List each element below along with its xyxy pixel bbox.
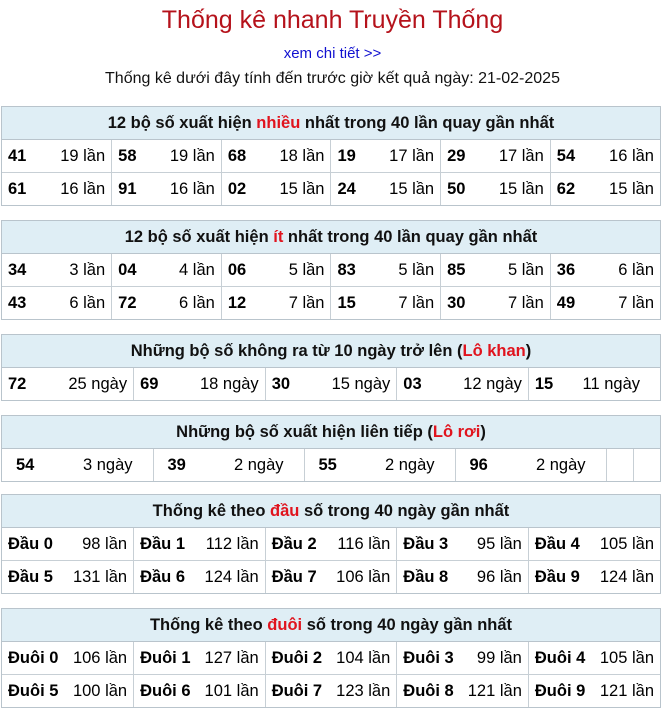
stat-cell: 12 7 lần [221,287,331,320]
stat-cell: 03 12 ngày [397,368,529,400]
stat-cell: 58 19 lần [112,140,222,173]
stat-cell: 61 16 lần [2,173,112,206]
section-title: Những bộ số không ra từ 10 ngày trở lên (Lô khan) [2,335,660,368]
stat-cell: Đuôi 2 104 lần [265,642,397,675]
lo-roi-table [2,449,660,481]
dau-stats-table [2,528,660,593]
duoi-stats-section [1,608,661,708]
stat-cell: 15 11 ngày [528,368,660,400]
stat-cell: Đầu 0 98 lần [2,528,134,561]
stat-cell: Đầu 8 96 lần [397,561,529,594]
stat-cell: Đuôi 9 121 lần [528,675,660,708]
stat-cell: 02 15 lần [221,173,331,206]
stat-cell: 55 2 ngày [304,449,455,481]
stat-cell: 34 3 lần [2,254,112,287]
stat-cell: 72 25 ngày [2,368,134,400]
least-frequent-section [1,220,661,320]
stat-cell: Đầu 3 95 lần [397,528,529,561]
stat-cell: Đầu 9 124 lần [528,561,660,594]
stat-cell: 54 3 ngày [2,449,153,481]
stat-cell: 49 7 lần [550,287,660,320]
section-title: Thống kê theo đầu số trong 40 ngày gần nhất [2,495,660,528]
stat-cell: 62 15 lần [550,173,660,206]
most-frequent-table [2,140,660,205]
stat-cell: Đuôi 8 121 lần [397,675,529,708]
stat-cell: 19 17 lần [331,140,441,173]
page-title: Thống kê nhanh Truyền Thống [161,6,504,34]
empty-cell [606,449,633,481]
empty-cell [633,449,660,481]
stat-cell: 43 6 lần [2,287,112,320]
stat-cell: Đầu 2 116 lần [265,528,397,561]
stat-cell: 30 15 ngày [265,368,397,400]
stat-cell: Đuôi 3 99 lần [397,642,529,675]
stat-cell: 85 5 lần [441,254,551,287]
stat-cell: Đầu 7 106 lần [265,561,397,594]
stat-cell: Đuôi 4 105 lần [528,642,660,675]
stat-cell: 83 5 lần [331,254,441,287]
stat-cell: Đầu 1 112 lần [134,528,266,561]
stat-cell: Đuôi 1 127 lần [134,642,266,675]
stat-cell: 69 18 ngày [134,368,266,400]
stat-cell: 24 15 lần [331,173,441,206]
least-frequent-table [2,254,660,319]
stat-cell: 54 16 lần [550,140,660,173]
stat-cell: 72 6 lần [112,287,222,320]
stat-cell: 29 17 lần [441,140,551,173]
lo-khan-table [2,368,660,400]
duoi-stats-table [2,642,660,707]
page-subtitle: Thống kê dưới đây tính đến trước giờ kết quả ngày: 21-02-2025 [105,70,560,87]
section-title: 12 bộ số xuất hiện nhiều nhất trong 40 lần quay gần nhất [2,107,660,140]
stat-cell: Đuôi 6 101 lần [134,675,266,708]
stat-cell: Đuôi 7 123 lần [265,675,397,708]
section-title: Những bộ số xuất hiện liên tiếp (Lô rơi) [2,416,660,449]
stat-cell: Đuôi 5 100 lần [2,675,134,708]
stat-cell: 68 18 lần [221,140,331,173]
stat-cell: 39 2 ngày [153,449,304,481]
stat-cell: 41 19 lần [2,140,112,173]
stat-cell: 04 4 lần [112,254,222,287]
stat-cell: 15 7 lần [331,287,441,320]
stat-cell: Đầu 4 105 lần [528,528,660,561]
dau-stats-section [1,494,661,594]
stat-cell: 36 6 lần [550,254,660,287]
stat-cell: 30 7 lần [441,287,551,320]
stat-cell: Đầu 6 124 lần [134,561,266,594]
stat-cell: 50 15 lần [441,173,551,206]
lo-roi-section [1,415,661,482]
section-title: 12 bộ số xuất hiện ít nhất trong 40 lần quay gần nhất [2,221,660,254]
lo-khan-section [1,334,661,401]
stat-cell: 91 16 lần [112,173,222,206]
stat-cell: 96 2 ngày [455,449,606,481]
view-details-link[interactable]: xem chi tiết >> [283,45,382,62]
stat-cell: Đuôi 0 106 lần [2,642,134,675]
section-title: Thống kê theo đuôi số trong 40 ngày gần nhất [2,609,660,642]
stat-cell: 06 5 lần [221,254,331,287]
most-frequent-section [1,106,661,206]
stat-cell: Đầu 5 131 lần [2,561,134,594]
